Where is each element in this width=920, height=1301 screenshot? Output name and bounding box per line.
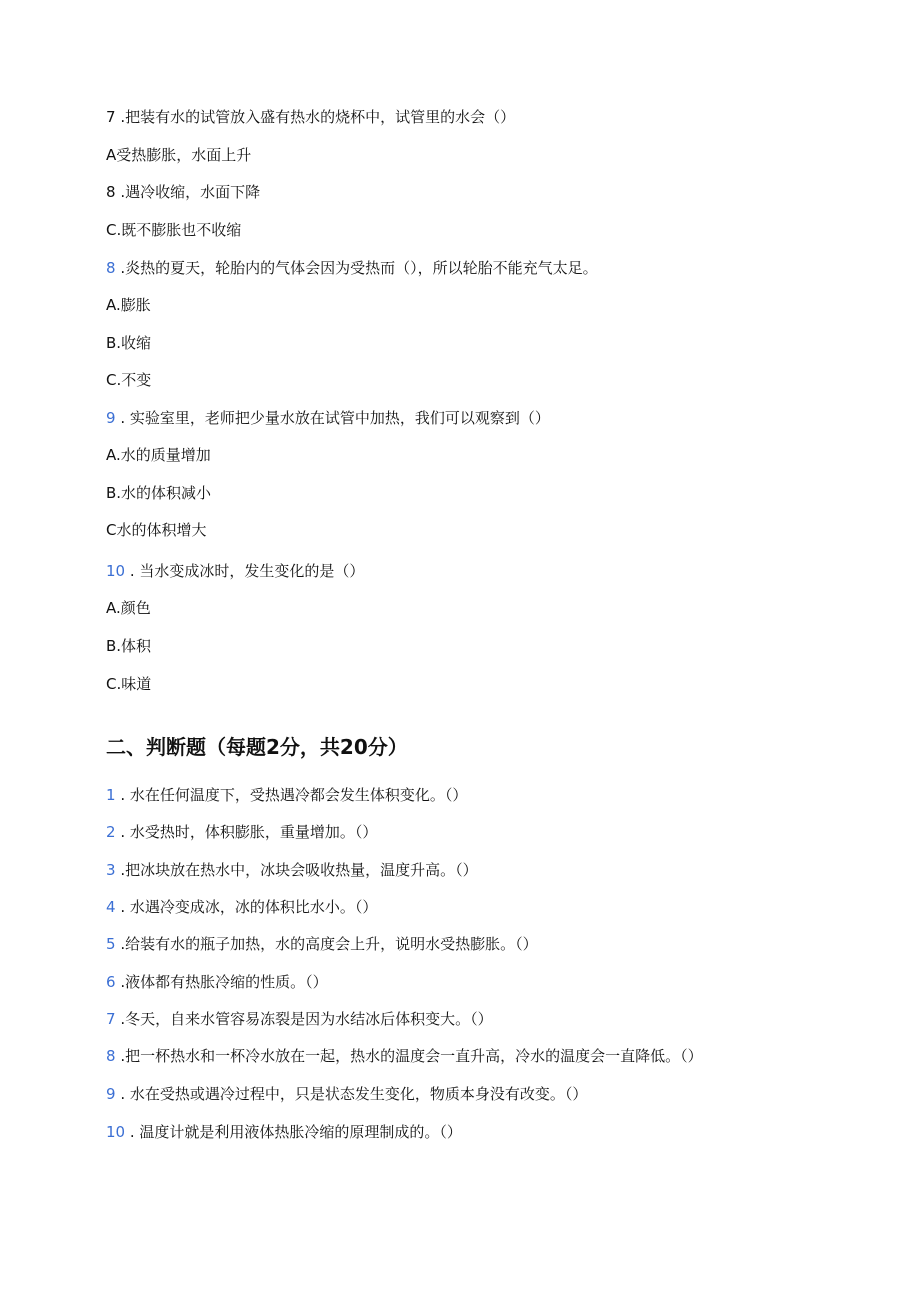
- option-c: C.既不膨胀也不收缩: [106, 221, 242, 239]
- item-text: .把一杯热水和一杯冷水放在一起，热水的温度会一直升高，冷水的温度会一直降低。（）: [115, 1047, 703, 1065]
- item-text: . 水在受热或遇冷过程中，只是状态发生变化，物质本身没有改变。（）: [115, 1085, 588, 1103]
- question-text: . 实验室里，老师把少量水放在试管中加热，我们可以观察到（）: [115, 409, 550, 427]
- judge-item: [106, 934, 538, 954]
- item-number: 1: [106, 786, 116, 804]
- item-text: .把冰块放在热水中，冰块会吸收热量，温度升高。（）: [115, 861, 478, 879]
- question-10: [106, 561, 364, 581]
- option-b: B.体积: [106, 637, 152, 655]
- item-number: 10: [106, 1123, 126, 1141]
- question-text: . 当水变成冰时，发生变化的是（）: [125, 562, 365, 580]
- item-number: 7: [106, 1010, 116, 1028]
- item-text: .液体都有热胀冷缩的性质。（）: [115, 973, 328, 991]
- option-a: A.水的质量增加: [106, 446, 211, 464]
- question-text: .把装有水的试管放入盛有热水的烧杯中，试管里的水会（）: [115, 108, 516, 126]
- judge-item: [106, 1009, 493, 1029]
- judge-item: [106, 1122, 462, 1142]
- question-number: 10: [106, 562, 126, 580]
- item-number: 5: [106, 935, 116, 953]
- item-text: . 温度计就是利用液体热胀冷缩的原理制成的。（）: [125, 1123, 462, 1141]
- item-text: .冬天，自来水管容易冻裂是因为水结冰后体积变大。（）: [115, 1010, 493, 1028]
- judge-item: [106, 860, 478, 880]
- option-a: A.膨胀: [106, 296, 151, 314]
- item-number: 6: [106, 973, 116, 991]
- question-number: 7: [106, 108, 116, 126]
- item-text: . 水遇冷变成冰，冰的体积比水小。（）: [115, 898, 378, 916]
- item-number: 2: [106, 823, 116, 841]
- option-number: 8: [106, 183, 116, 201]
- judge-item: [106, 1046, 703, 1066]
- judge-item: [106, 897, 377, 917]
- option-a: A受热膨胀，水面上升: [106, 146, 252, 164]
- item-text: .给装有水的瓶子加热，水的高度会上升，说明水受热膨胀。（）: [115, 935, 538, 953]
- item-number: 9: [106, 1085, 116, 1103]
- judge-item: [106, 972, 328, 992]
- option-c: C.不变: [106, 371, 152, 389]
- question-number: 8: [106, 259, 116, 277]
- option-c: C水的体积增大: [106, 521, 207, 539]
- option-b: B.水的体积减小: [106, 484, 212, 502]
- judge-item: [106, 1084, 587, 1104]
- item-number: 3: [106, 861, 116, 879]
- option-text: .遇冷收缩，水面下降: [115, 183, 261, 201]
- question-text: .炎热的夏天，轮胎内的气体会因为受热而（），所以轮胎不能充气太足。: [115, 259, 598, 277]
- item-text: . 水受热时，体积膨胀，重量增加。（）: [115, 823, 378, 841]
- section-title: 二、判断题（每题2分，共20分）: [106, 735, 408, 759]
- item-text: . 水在任何温度下，受热遇冷都会发生体积变化。（）: [115, 786, 468, 804]
- option-b: B.收缩: [106, 334, 152, 352]
- question-9: [106, 408, 550, 428]
- question-number: 9: [106, 409, 116, 427]
- judge-item: [106, 785, 467, 805]
- judge-item: [106, 822, 377, 842]
- option-b: [106, 182, 260, 202]
- item-number: 4: [106, 898, 116, 916]
- option-a: A.颜色: [106, 599, 151, 617]
- option-c: C.味道: [106, 675, 152, 693]
- question-7: [106, 107, 515, 127]
- question-8: [106, 258, 598, 278]
- item-number: 8: [106, 1047, 116, 1065]
